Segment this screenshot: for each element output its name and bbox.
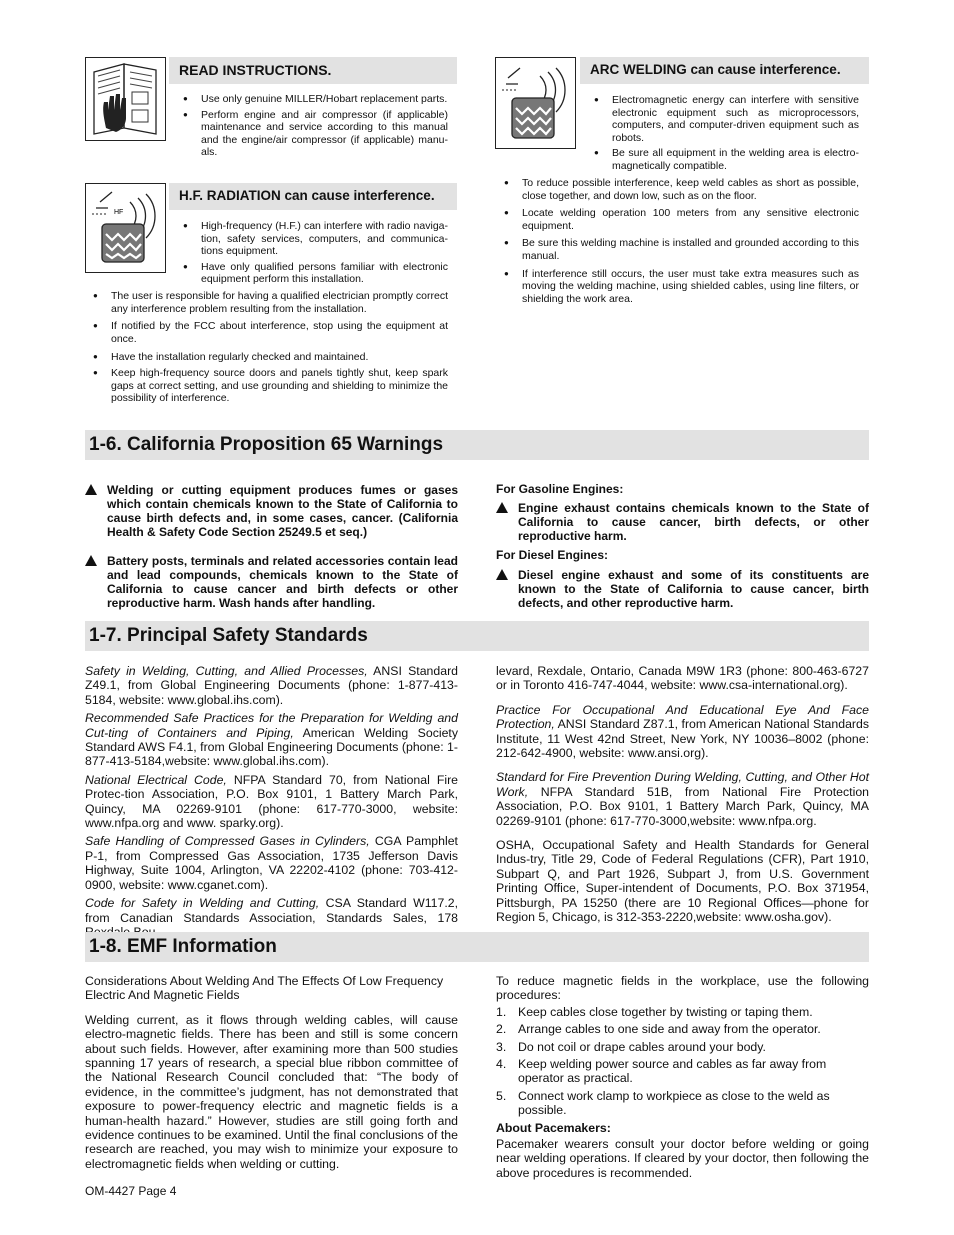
- list-item: ● If notified by the FCC about interference, stop using the equipment at once.: [93, 320, 448, 345]
- pacemakers-heading: About Pacemakers:: [496, 1120, 611, 1135]
- manual-hand-icon: [86, 58, 165, 140]
- warning-triangle-icon: [496, 502, 508, 513]
- standard-item: Practice For Occupational And Educational Eye And Face Protection, ANSI Standard Z87.1, from American National Standards Institute, 11 West 42nd Street, New York, NY 10036–8002 (phone: 212-642-4900, website: www.ansi.org).: [496, 702, 869, 761]
- warning-triangle-icon: [85, 484, 97, 495]
- svg-text:HF: HF: [114, 209, 124, 216]
- standard-item: Standard for Fire Prevention During Welding, Cutting, and Other Hot Work, NFPA Standard 51B, from National Fire Protection Association, P.O. Box 9101, 1 Battery March Park, Quincy, MA 02269-9101 (phone: 617-770-3000,website: www.nfpa.org.: [496, 770, 869, 828]
- standard-item: levard, Rexdale, Ontario, Canada M9W 1R3 (phone: 800-463-6727 or in Toronto 416-747-4044, website: www.csa-international.org).: [496, 664, 869, 693]
- standards-left-column: [85, 664, 458, 943]
- list-item: 5. Connect work clamp to workpiece as close to the weld as possible.: [496, 1088, 830, 1118]
- list-item: ● Be sure this welding machine is installed and grounded according to this manual.: [504, 237, 859, 262]
- list-item: ● Be sure all equipment in the welding area is electro-magnetically compatible.: [594, 147, 859, 172]
- list-item: 3. Do not coil or drape cables around your body.: [496, 1039, 766, 1054]
- section-1-8-title: 1-8. EMF Information: [85, 932, 869, 962]
- standard-item: Recommended Safe Practices for the Preparation for Welding and Cut-ting of Containers and Piping, American Welding Society Standard AWS F4.1, from Global Engineering Documents (phone: 1-877-413-5184,website: www.global.ihs.com).: [85, 711, 459, 769]
- prop65-warning-battery: Battery posts, terminals and related accessories contain lead and lead compounds, chemicals known to the State of California to cause cancer and birth defects or other reproductive harm. Wash hands after handling.: [85, 554, 458, 610]
- standard-item: Code for Safety in Welding and Cutting, CSA Standard W117.2, from Canadian Standards Association, Standards Sales, 178: [85, 896, 458, 925]
- emf-body: Welding current, as it flows through welding cables, will cause electro-magnetic fields. There has been and still is some concern about such fields. However, after examining more than 500 studies spanning 17 years of research, a special blue ribbon committee of the National Research Council concluded that: “The body of evidence, in the committee’s judgment, has not demonstrated that exposure to power-frequency electric and magnetic fields is a human-health hazard.” However, studies are still going forth and evidence continues to be examined. Until the final conclusions of the research are reached, you may wish to minimize your exposure to electromagnetic fields when welding or cutting.: [85, 1012, 458, 1171]
- emf-intro: Considerations About Welding And The Effects Of Low Frequency Electric And Magnetic Fields: [85, 974, 444, 1003]
- standard-item: OSHA, Occupational Safety and Health Standards for General Indus-try, Title 29, Code of Federal Regulations (CFR), Part 1910, Subpart Q, and Part 1926, Subpart J, from U.S. Government Printing Office, Super-intendent of Documents, P.O. Box 371954, Pittsburgh, PA 15250 (there are 10 Regional Offices—phone for Region 5, Chicago, is 312-353-2220,website: www.osha.gov).: [496, 838, 869, 925]
- list-item: ● If interference still occurs, the user must take extra measures such as moving the welding machine, using shielded cables, using line filters, or shielding the work area.: [504, 268, 859, 306]
- hf-radiation-icon-box: [85, 183, 166, 273]
- list-item: ● The user is responsible for having a qualified electrician promptly correct any interference problem resulting from the installation.: [93, 290, 448, 315]
- arc-welding-icon: [496, 58, 575, 148]
- arc-welding-list-wide: [504, 177, 859, 308]
- list-item: 1. Keep cables close together by twisting or taping them.: [496, 1004, 813, 1019]
- standard-item: Safe Handling of Compressed Gases in Cylinders, CGA Pamphlet P-1, from Compressed Gas Association, 1735 Jefferson Davis Highway, Suite 1004, Arlington, VA 22202-4102 (phone: 703-412-0900, website: www.cganet.com).: [85, 834, 458, 892]
- list-item: 4. Keep welding power source and cables as far away from operator as practical.: [496, 1057, 827, 1086]
- hf-radiation-list-wide: [93, 290, 448, 408]
- section-1-6-title: 1-6. California Proposition 65 Warnings: [85, 430, 869, 460]
- hf-radiation-list: [183, 220, 448, 289]
- prop65-warning-gasoline: Engine exhaust contains chemicals known to the State of California to cause cancer, birth defects, or other reproductive harm.: [496, 501, 869, 543]
- gasoline-engines-label: For Gasoline Engines:: [496, 482, 624, 496]
- list-item: ● To reduce possible interference, keep weld cables as short as possible, close together, and down low, such as on the floor.: [504, 177, 859, 202]
- list-item: ● Keep high-frequency source doors and panels tightly shut, keep spark gaps at correct setting, and use grounding and shielding to minimize the possibility of interference.: [93, 367, 448, 405]
- hf-radiation-icon: [86, 184, 165, 272]
- arc-welding-list: [594, 94, 859, 176]
- read-instructions-heading: READ INSTRUCTIONS.: [169, 57, 457, 84]
- standard-item: National Electrical Code, NFPA Standard 70, from National Fire Protec-tion Association, P.O. Box 9101, 1 Battery March Park, Quincy, MA 02269-9101 (phone: 617-770-3000, website: www.nfpa.org and www. sparky.org).: [85, 772, 458, 831]
- emf-right-column: [496, 974, 869, 1184]
- list-item: 2. Arrange cables to one side and away from the operator.: [496, 1022, 821, 1037]
- standards-right-column: [496, 664, 869, 929]
- prop65-warning-diesel: Diesel engine exhaust and some of its constituents are known to the State of California to cause cancer, birth defects, and other reproductive harm.: [496, 568, 869, 610]
- emf-procedures-list: [496, 1005, 869, 1118]
- list-item: ● High-frequency (H.F.) can interfere with radio naviga-tion, safety services, computers, and communica-tions equipment.: [183, 220, 448, 258]
- arc-welding-icon-box: [495, 57, 576, 149]
- pacemakers-text: Pacemaker wearers consult your doctor before welding or going near welding operations. If cleared by your doctor, then following the above procedures is recommended.: [496, 1137, 869, 1180]
- hf-radiation-heading: H.F. RADIATION can cause interference.: [169, 183, 457, 210]
- list-item: ● Locate welding operation 100 meters from any sensitive electronic equipment.: [504, 207, 859, 232]
- arc-welding-heading: ARC WELDING can cause interference.: [580, 57, 869, 84]
- prop65-warning-welding: Welding or cutting equipment produces fumes or gases which contain chemicals known to the State of California to cause birth defects and, in some cases, cancer. (California Health & Safety Code Section 25249.5 et seq.): [85, 483, 458, 539]
- list-item: ● Use only genuine MILLER/Hobart replacement parts.: [183, 93, 448, 106]
- list-item: ● Have the installation regularly checked and maintained.: [93, 351, 448, 364]
- list-item: ● Have only qualified persons familiar with electronic equipment perform this installation.: [183, 261, 448, 286]
- page-footer: OM-4427 Page 4: [85, 1184, 177, 1198]
- warning-triangle-icon: [496, 569, 508, 580]
- emf-procedures-intro: To reduce magnetic fields in the workplace, use the following procedures:: [496, 974, 869, 1003]
- list-item: ● Electromagnetic energy can interfere with sensitive electronic equipment such as microprocessors, computers, and computer-driven equipment such as robots.: [594, 94, 859, 144]
- read-instructions-icon-box: [85, 57, 166, 141]
- diesel-engines-label: For Diesel Engines:: [496, 548, 609, 562]
- emf-left-column: [85, 974, 458, 1175]
- list-item: ● Perform engine and air compressor (if applicable) maintenance and service according to this manual and the engine/air compressor (if applicable) manu-als.: [183, 109, 448, 159]
- warning-triangle-icon: [85, 555, 97, 566]
- section-1-7-title: 1-7. Principal Safety Standards: [85, 621, 869, 651]
- standard-item: Safety in Welding, Cutting, and Allied Processes, ANSI Standard Z49.1, from Global Engineering Documents (phone: 1-877-413-5184, website: www.global.ihs.com).: [85, 664, 459, 707]
- read-instructions-list: [183, 93, 448, 162]
